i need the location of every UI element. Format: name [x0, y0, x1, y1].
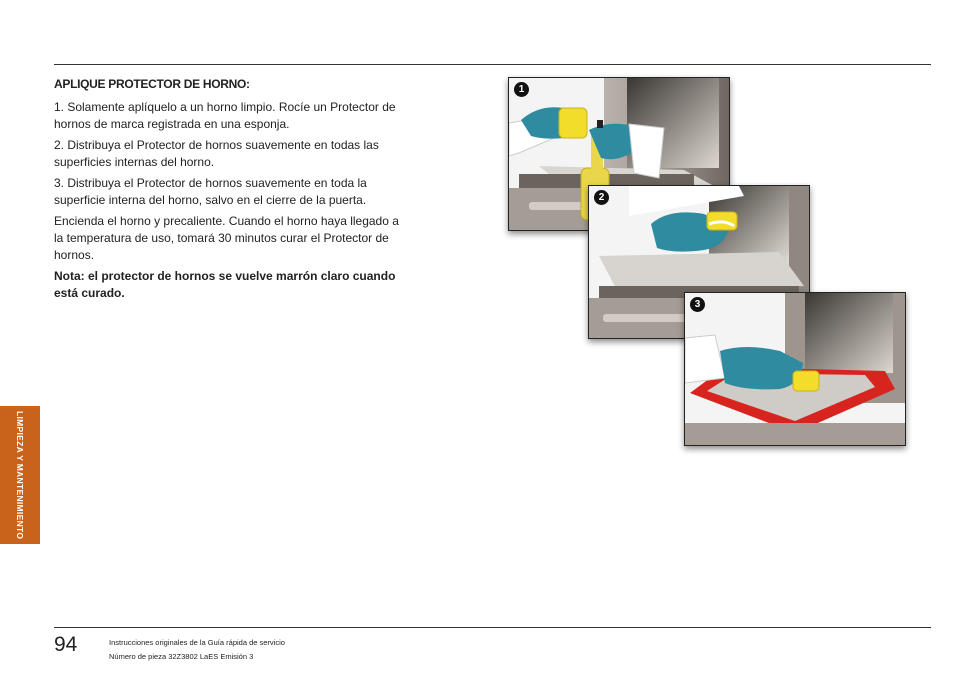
step-3-photo — [684, 292, 906, 446]
footer-line-1: Instrucciones originales de la Guía rápida de servicio — [109, 638, 285, 647]
section-heading: APLIQUE PROTECTOR DE HORNO: — [54, 77, 250, 91]
oven-seal-illustration — [685, 293, 905, 445]
bottom-rule — [54, 627, 931, 628]
cure-note: Nota: el protector de hornos se vuelve marrón claro cuando está curado. — [54, 269, 396, 300]
footer-line-2: Número de pieza 32Z3802 LaES Emisión 3 — [109, 652, 254, 661]
page-number: 94 — [54, 633, 78, 656]
step-1-text: 1. Solamente aplíquelo a un horno limpio. Rocíe un Protector de hornos de marca registrada en una esponja. — [54, 100, 396, 131]
section-tab-label: LIMPIEZA Y MANTENIMIENTO — [15, 410, 25, 540]
step-3-badge: 3 — [690, 297, 705, 312]
top-rule — [54, 64, 931, 65]
step-2-text: 2. Distribuya el Protector de hornos suavemente en todas las superficies internas del horno. — [54, 138, 379, 169]
step-3-text: 3. Distribuya el Protector de hornos suavemente en toda la superficie interna del horno, salvo en el cierre de la puerta. — [54, 176, 367, 207]
instructions-section — [54, 76, 404, 306]
preheat-text: Encienda el horno y precaliente. Cuando el horno haya llegado a la temperatura de uso, tomará 30 minutos curar el Protector de hornos. — [54, 214, 399, 262]
footer-text — [109, 636, 285, 664]
step-1-badge: 1 — [514, 82, 529, 97]
step-2-badge: 2 — [594, 190, 609, 205]
section-tab — [0, 406, 40, 544]
